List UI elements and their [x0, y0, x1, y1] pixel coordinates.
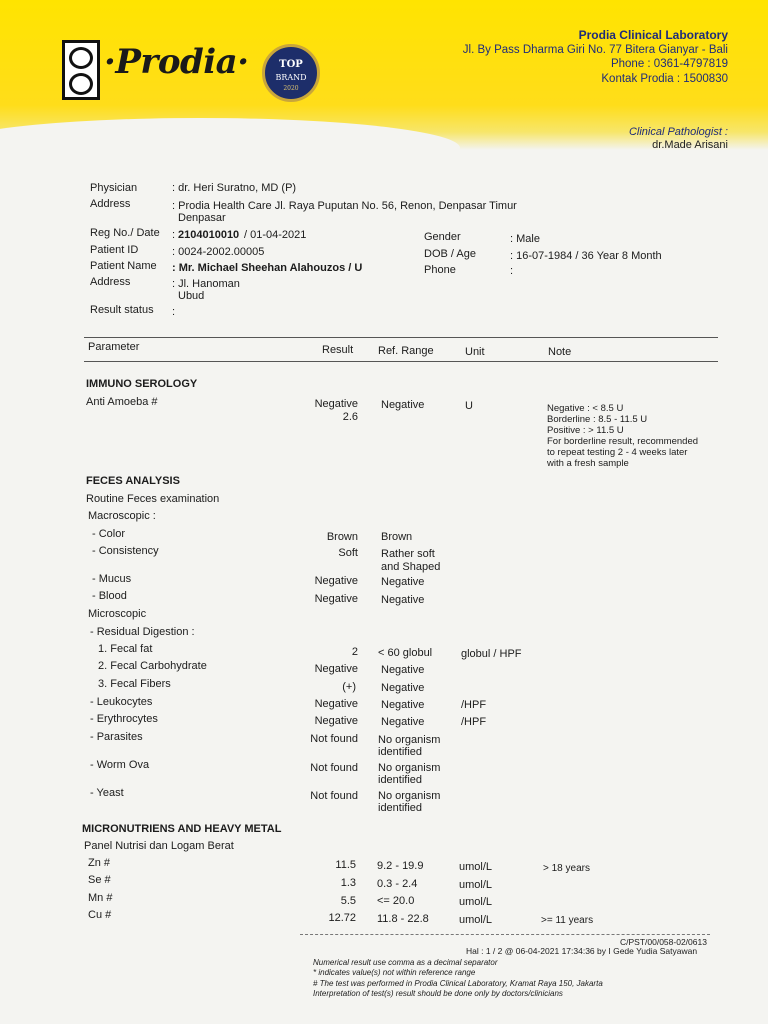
fecal-fat-unit: globul / HPF: [461, 648, 522, 660]
worm-ova-ref: No organism: [378, 762, 441, 774]
macroscopic-label: Macroscopic :: [88, 510, 156, 522]
address-city: Denpasar: [178, 212, 226, 224]
fecal-carbohydrate-result: Negative: [314, 663, 358, 675]
col-result: Result: [322, 344, 354, 356]
physician-label: Physician: [90, 182, 138, 194]
footer-note-2: * indicates value(s) not within reference range: [313, 968, 476, 977]
footer-note-3: # The test was performed in Prodia Clinical Laboratory, Kramat Raya 150, Jakarta: [313, 979, 603, 988]
patient-name-label: Patient Name: [90, 260, 157, 272]
fecal-carbohydrate-name: 2. Fecal Carbohydrate: [98, 660, 207, 672]
result-status-value: :: [172, 306, 176, 318]
blood-name: - Blood: [92, 590, 127, 602]
header-curve: [0, 118, 460, 178]
se-name: Se #: [88, 874, 111, 886]
yeast-result: Not found: [310, 790, 358, 802]
top-brand-badge-icon: TOP BRAND 2020: [262, 44, 320, 102]
prodia-logo-mark: [62, 40, 100, 100]
fecal-fibers-ref: Negative: [381, 682, 425, 694]
mucus-name: - Mucus: [92, 573, 132, 585]
mn-name: Mn #: [88, 892, 113, 904]
anti-amoeba-ref: Negative: [381, 399, 425, 411]
phone-value: :: [510, 265, 514, 277]
lab-name: Prodia Clinical Laboratory: [578, 28, 728, 42]
mucus-ref: Negative: [381, 576, 425, 588]
col-parameter: Parameter: [88, 341, 140, 353]
yeast-ref: No organism: [378, 790, 441, 802]
section-immuno-serology: IMMUNO SEROLOGY: [86, 378, 198, 390]
fecal-fat-result: 2: [351, 646, 358, 658]
address-label: Address: [90, 198, 131, 210]
worm-ova-result: Not found: [310, 762, 358, 774]
leukocytes-result: Negative: [314, 698, 358, 710]
footer-rule: [300, 934, 710, 935]
zn-note: > 18 years: [543, 863, 590, 874]
patient-id-label: Patient ID: [90, 244, 139, 256]
fecal-fat-ref: < 60 globul: [378, 647, 433, 659]
consistency-name: - Consistency: [92, 545, 159, 557]
anti-amoeba-note-3: Positive : > 11.5 U: [547, 425, 624, 436]
zn-ref: 9.2 - 19.9: [377, 860, 424, 872]
patient-address-value: : Jl. Hanoman: [172, 278, 240, 290]
parasites-name: - Parasites: [90, 731, 143, 743]
reg-date: / 01-04-2021: [244, 229, 307, 241]
anti-amoeba-result: Negative: [314, 398, 358, 410]
cu-note: >= 11 years: [541, 915, 594, 926]
worm-ova-ref-2: identified: [378, 774, 423, 786]
address-value: : Prodia Health Care Jl. Raya Puputan No. 56, Renon, Denpasar Timur: [172, 200, 517, 212]
gender-value: : Male: [510, 233, 540, 245]
erythrocytes-result: Negative: [314, 715, 358, 727]
footer-page-info: Hal : 1 / 2 @ 06-04-2021 17:34:36 by I Gede Yudia Satyawan: [466, 946, 698, 956]
pathologist-name: dr.Made Arisani: [652, 139, 728, 151]
footer-note-4: Interpretation of test(s) result should be done only by doctors/clinicians: [313, 989, 563, 998]
phone-label: Phone: [424, 264, 456, 276]
anti-amoeba-name: Anti Amoeba #: [86, 396, 158, 408]
erythrocytes-unit: /HPF: [461, 716, 487, 728]
erythrocytes-ref: Negative: [381, 716, 425, 728]
zn-result: 11.5: [335, 859, 356, 871]
prodia-logo-text: ·Prodia·: [104, 42, 249, 82]
mn-result: 5.5: [340, 895, 356, 907]
lab-kontak: Kontak Prodia : 1500830: [601, 72, 728, 85]
patient-address-city: Ubud: [178, 290, 205, 302]
fecal-fat-name: 1. Fecal fat: [98, 643, 153, 655]
fecal-fibers-result: (+): [342, 681, 356, 693]
micronutrients-subtitle: Panel Nutrisi dan Logam Berat: [84, 840, 234, 852]
section-feces-analysis: FECES ANALYSIS: [86, 475, 180, 487]
yeast-name: - Yeast: [90, 787, 124, 799]
color-result: Brown: [326, 531, 358, 543]
anti-amoeba-note-2: Borderline : 8.5 - 11.5 U: [547, 414, 648, 425]
cu-ref: 11.8 - 22.8: [377, 913, 429, 925]
anti-amoeba-unit: U: [465, 400, 473, 412]
pathologist-label: Clinical Pathologist :: [628, 126, 728, 138]
color-ref: Brown: [381, 531, 413, 543]
gender-label: Gender: [424, 231, 461, 243]
reg-colon: :: [172, 229, 176, 241]
fecal-carbohydrate-ref: Negative: [381, 664, 425, 676]
yeast-ref-2: identified: [378, 802, 423, 814]
patient-id-value: : 0024-2002.00005: [172, 246, 265, 258]
physician-value: : dr. Heri Suratno, MD (P): [172, 182, 297, 194]
lab-address: Jl. By Pass Dharma Giri No. 77 Bitera Gianyar - Bali: [462, 43, 728, 56]
footer-note-1: Numerical result use comma as a decimal separator: [313, 958, 498, 967]
result-status-label: Result status: [90, 304, 154, 316]
mn-unit: umol/L: [459, 896, 493, 908]
anti-amoeba-note-1: Negative : < 8.5 U: [547, 403, 624, 414]
worm-ova-name: - Worm Ova: [90, 759, 150, 771]
table-header-rule: [84, 361, 718, 362]
leukocytes-unit: /HPF: [461, 699, 487, 711]
feces-subtitle: Routine Feces examination: [86, 493, 220, 505]
se-ref: 0.3 - 2.4: [377, 878, 418, 890]
parasites-ref: No organism: [378, 734, 441, 746]
anti-amoeba-value: 2.6: [342, 411, 358, 423]
cu-unit: umol/L: [459, 914, 493, 926]
cu-name: Cu #: [88, 909, 112, 921]
blood-result: Negative: [314, 593, 358, 605]
mn-ref: <= 20.0: [377, 895, 415, 907]
table-top-rule: [84, 337, 718, 338]
anti-amoeba-note-4: For borderline result, recommended: [547, 436, 699, 447]
microscopic-label: Microscopic: [88, 608, 147, 620]
color-name: - Color: [92, 528, 126, 540]
col-ref-range: Ref. Range: [378, 345, 434, 357]
se-result: 1.3: [340, 877, 356, 889]
consistency-ref-2: and Shaped: [381, 561, 441, 573]
residual-digestion-label: - Residual Digestion :: [90, 626, 195, 638]
reg-label: Reg No./ Date: [90, 227, 160, 239]
footer-code: C/PST/00/058-02/0613: [620, 937, 707, 947]
anti-amoeba-note-6: with a fresh sample: [547, 458, 629, 469]
reg-number: 2104010010: [178, 229, 240, 241]
col-unit: Unit: [465, 346, 485, 358]
patient-name-value: : Mr. Michael Sheehan Alahouzos / U: [172, 262, 363, 274]
leukocytes-name: - Leukocytes: [90, 696, 153, 708]
zn-unit: umol/L: [459, 861, 493, 873]
parasites-result: Not found: [310, 733, 358, 745]
blood-ref: Negative: [381, 594, 425, 606]
patient-address-label: Address: [90, 276, 131, 288]
se-unit: umol/L: [459, 879, 493, 891]
dob-value: : 16-07-1984 / 36 Year 8 Month: [510, 250, 662, 262]
zn-name: Zn #: [88, 857, 111, 869]
leukocytes-ref: Negative: [381, 699, 425, 711]
anti-amoeba-note-5: to repeat testing 2 - 4 weeks later: [547, 447, 688, 458]
cu-result: 12.72: [328, 912, 356, 924]
pathologist: [629, 126, 728, 152]
dob-label: DOB / Age: [424, 248, 476, 260]
lab-info: [463, 28, 728, 86]
lab-phone: Phone : 0361-4797819: [610, 58, 728, 70]
mucus-result: Negative: [314, 575, 358, 587]
parasites-ref-2: identified: [378, 746, 423, 758]
fecal-fibers-name: 3. Fecal Fibers: [98, 678, 171, 690]
consistency-ref: Rather soft: [381, 548, 435, 560]
erythrocytes-name: - Erythrocytes: [90, 713, 158, 725]
section-micronutrients: MICRONUTRIENS AND HEAVY METAL: [82, 823, 282, 835]
col-note: Note: [548, 346, 572, 358]
consistency-result: Soft: [338, 547, 358, 559]
